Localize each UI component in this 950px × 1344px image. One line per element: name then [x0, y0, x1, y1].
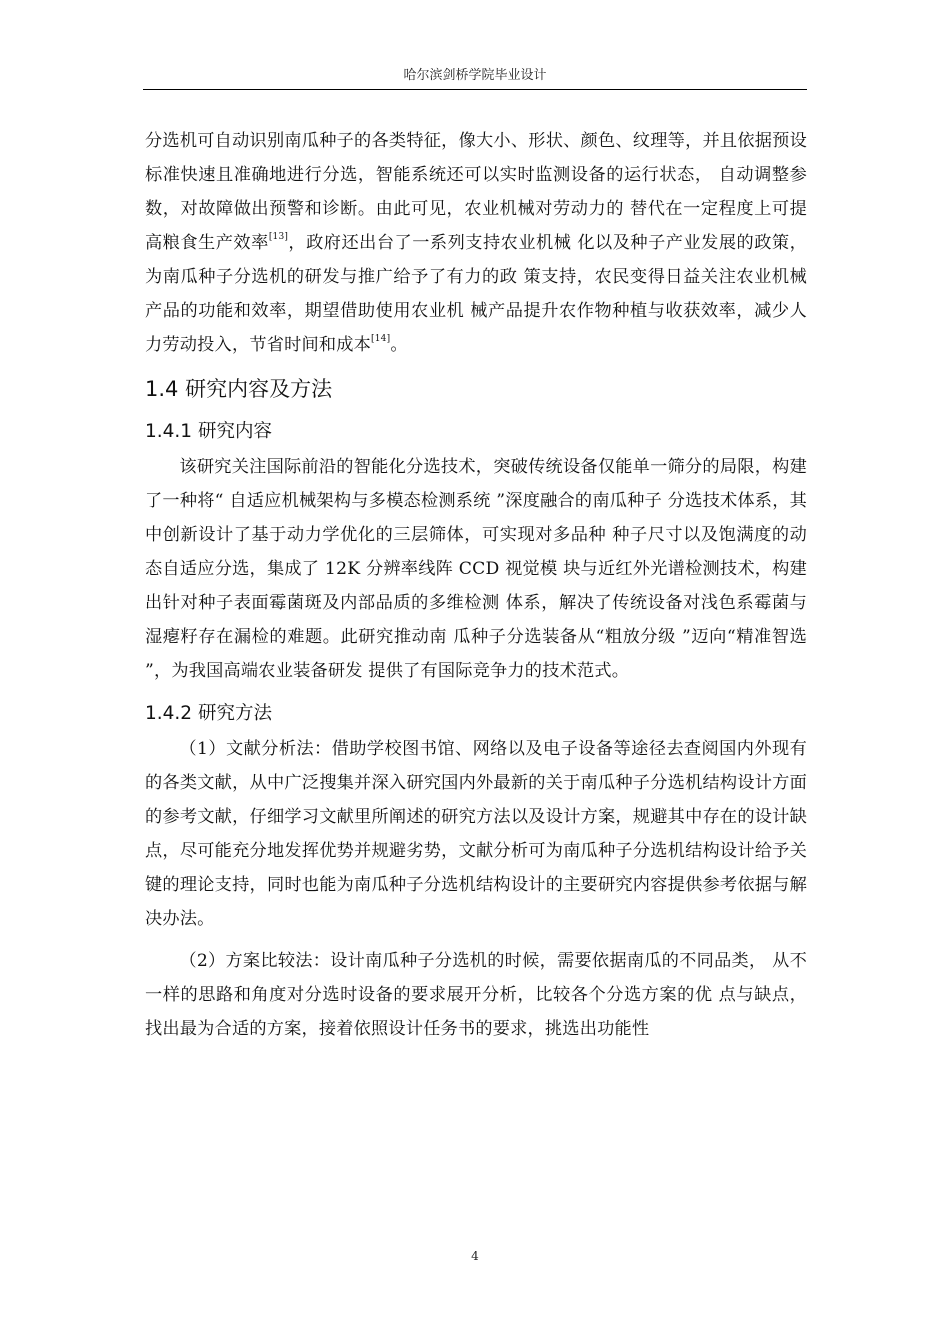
header-divider — [143, 89, 807, 90]
page-number: 4 — [471, 1249, 479, 1263]
section-heading-1-4: 1.4 研究内容及方法 — [145, 377, 333, 401]
method-literature-paragraph: （1）文献分析法：借助学校图书馆、网络以及电子设备等途径去查阅国内外现有的各类文献，从中广泛搜集并深入研究国内外最新的关于南瓜种子分选机结构设计方面的参考文献，仔细学习文献里所阐述的研究方法以及设计方案，规避其中存在的设计缺点，尽可能充分地发挥优势并规避劣势，文献分析可为南瓜种子分选机结构设计给予关键的理论支持，同时也能为南瓜种子分选机结构设计的主要研究内容提供参考依据与解决办法。 — [145, 739, 807, 929]
page-header: 哈尔滨剑桥学院毕业设计 — [403, 68, 547, 83]
intro-paragraph — [145, 124, 807, 362]
intro-text: 分选机可自动识别南瓜种子的各类特征，像大小、形状、颜色、纹理等，并且依据预设标准快速且准确地进行分选，智能系统还可以实时监测设备的运行状态， 自动调整参数，对故障做出预警和诊断。由此可见，农业机械对劳动力的 替代在一定程度上可提高粮食生产效率 — [145, 131, 807, 253]
section-heading-1-4-1: 1.4.1 研究内容 — [145, 421, 272, 442]
section-heading-1-4-2: 1.4.2 研究方法 — [145, 703, 272, 724]
intro-text-end: 。 — [390, 335, 408, 355]
page-body — [145, 124, 807, 1046]
research-content-paragraph: 该研究关注国际前沿的智能化分选技术，突破传统设备仅能单一筛分的局限，构建了一种将“ 自适应机械架构与多模态检测系统 ”深度融合的南瓜种子 分选技术体系，其中创新设计了基于动力学优化的三层筛体，可实现对多品种 种子尺寸以及饱满度的动态自适应分选，集成了 12K 分辨率线阵 CCD 视觉模 块与近红外光谱检测技术，构建出针对种子表面霉菌斑及内部品质的多维检测 体系，解决了传统设备对浅色系霉菌与湿瘪籽存在漏检的难题。此研究推动南 瓜种子分选装备从“粗放分级 ”迈向“精准智选 ”，为我国高端农业装备研发 提供了有国际竞争力的技术范式。 — [145, 457, 807, 681]
intro-text-continued: ，政府还出台了一系列支持农业机械 化以及种子产业发展的政策，为南瓜种子分选机的研发与推广给予了有力的政 策支持，农民变得日益关注农业机械产品的功能和效率，期望借助使用农业机 械产品提升农作物种植与收获效率，减少人力劳动投入，节省时间和成本 — [145, 233, 807, 355]
citation-13[interactable]: [13] — [268, 232, 289, 242]
citation-14[interactable]: [14] — [371, 334, 391, 344]
method-comparison-paragraph: （2）方案比较法：设计南瓜种子分选机的时候，需要依据南瓜的不同品类， 从不一样的思路和角度对分选时设备的要求展开分析，比较各个分选方案的优 点与缺点，找出最为合适的方案，接着依照设计任务书的要求，挑选出功能性 — [145, 951, 807, 1039]
